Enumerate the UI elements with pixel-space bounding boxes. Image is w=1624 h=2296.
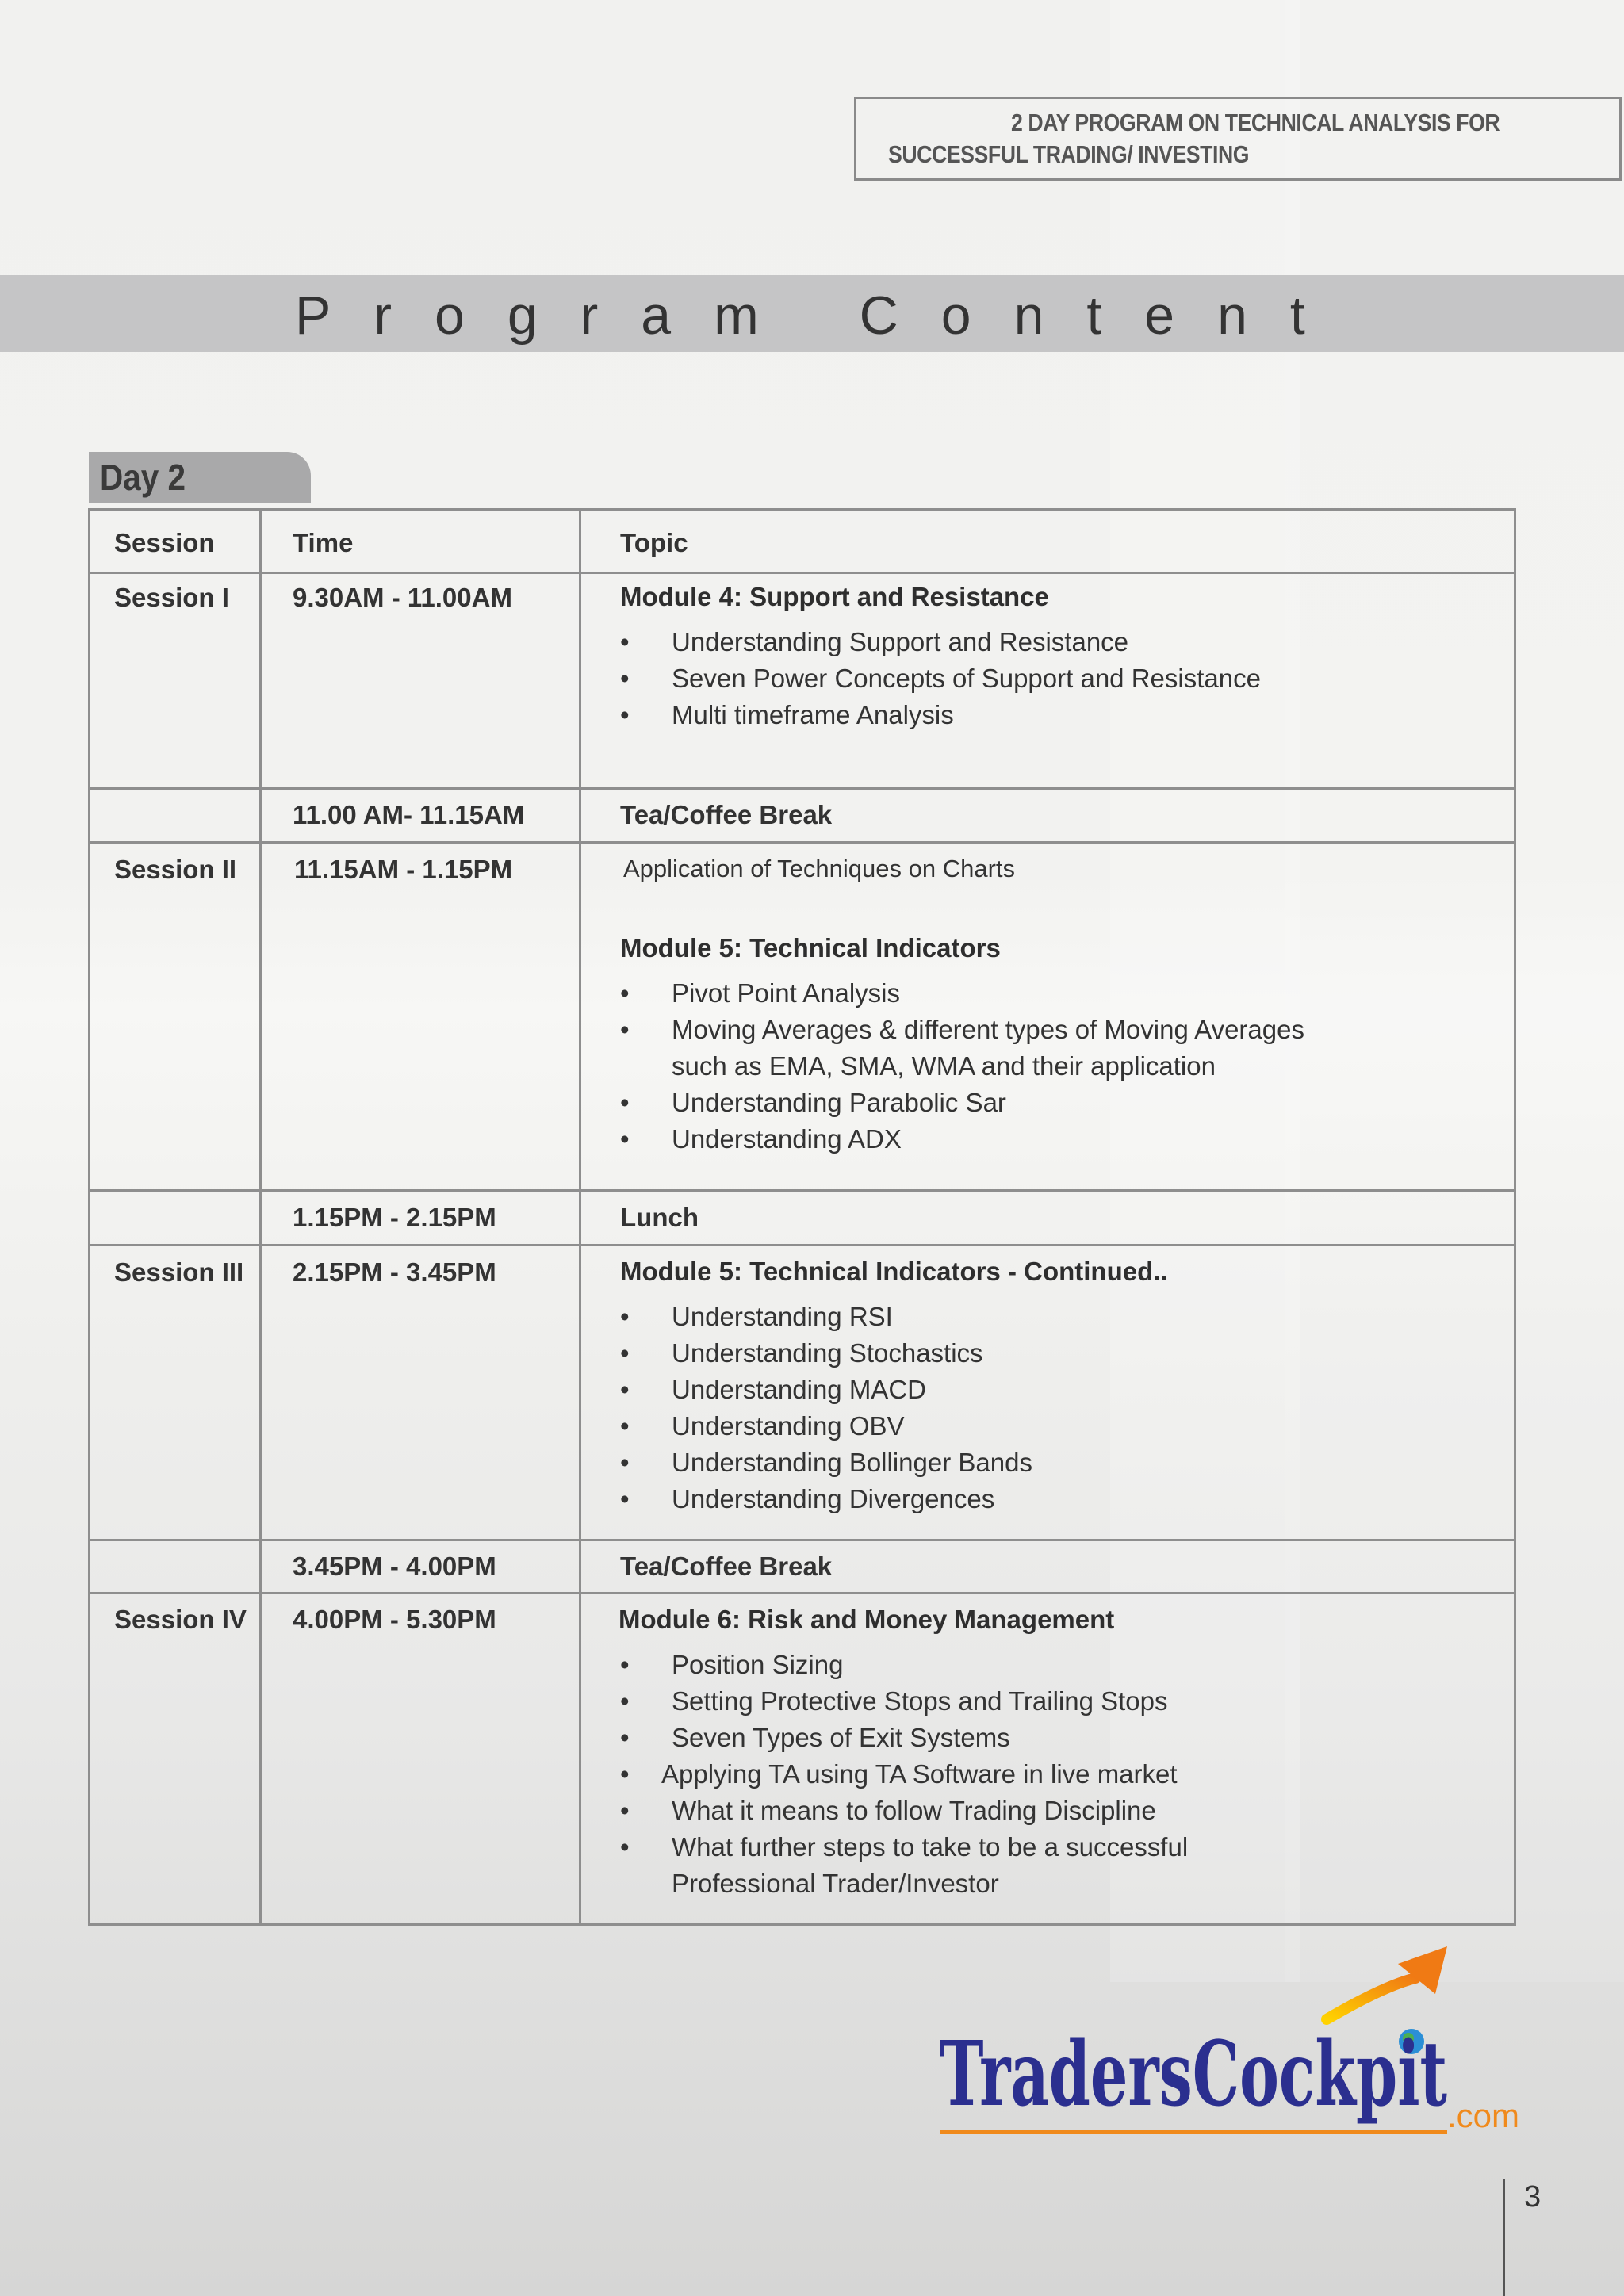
program-title-box [854,97,1622,181]
list-item: • Understanding ADX [620,1124,902,1154]
list-item: • Understanding Divergences [620,1484,995,1513]
list-item: • Understanding Parabolic Sar [620,1088,1006,1117]
module-title: Module 5: Technical Indicators [620,933,1001,962]
table-row [90,1191,1515,1246]
topic-cell: Tea/Coffee Break [620,800,833,829]
list-item: • Understanding MACD [620,1375,926,1404]
table-header-row [90,510,1515,573]
page-number: 3 [1524,2180,1542,2214]
day-tab [89,452,311,503]
list-item: • Moving Averages & different types of Moving Averages such as EMA, SMA, WMA and their application [620,1015,1304,1081]
logo-wordmark: TradersCockpit [940,2022,1448,2126]
module-title: Module 5: Technical Indicators - Continued.. [620,1257,1168,1286]
list-item: • Multi timeframe Analysis [620,700,954,729]
time-cell: 3.45PM - 4.00PM [293,1552,496,1581]
table-row [90,843,1515,1191]
table-row [90,573,1515,789]
list-item: • Seven Power Concepts of Support and Resistance [620,664,1261,693]
time-cell: 11.15AM - 1.15PM [294,855,513,884]
list-item: • Applying TA using TA Software in live market [620,1759,1178,1789]
topic-cell: Tea/Coffee Break [620,1552,833,1581]
table-row [90,1540,1515,1594]
list-item: • What further steps to take to be a successful Professional Trader/Investor [620,1832,1189,1898]
time-cell: 11.00 AM- 11.15AM [293,800,525,829]
list-item: • Understanding Bollinger Bands [620,1448,1032,1477]
list-item: • Understanding RSI [620,1302,893,1331]
logo-graphic [940,1946,1526,2152]
section-banner [0,275,1624,352]
logo-suffix: .com [1447,2097,1520,2134]
list-item: • Understanding Support and Resistance [620,627,1129,656]
table-row [90,789,1515,843]
list-item: • Seven Types of Exit Systems [620,1723,1010,1752]
time-cell: 1.15PM - 2.15PM [293,1203,496,1232]
program-title-line-2: SUCCESSFUL TRADING/ INVESTING [888,140,1250,168]
topic-list [620,1647,1514,1902]
header-topic: Topic [620,528,688,557]
schedule-table [88,508,1516,1926]
list-item: • Position Sizing [620,1650,844,1679]
session-cell: Session III [114,1257,244,1287]
time-cell: 9.30AM - 11.00AM [293,583,512,612]
session-cell: Session II [114,855,237,884]
session-cell: Session IV [114,1605,247,1634]
intro-text: Application of Techniques on Charts [623,855,1016,882]
list-item: • Pivot Point Analysis [620,978,900,1008]
module-title: Module 4: Support and Resistance [620,582,1049,611]
topic-list [620,624,1514,733]
list-item: • Setting Protective Stops and Trailing Stops [620,1686,1168,1716]
session-cell: Session I [114,583,229,612]
list-item: • Understanding OBV [620,1411,905,1441]
table-row [90,1246,1515,1540]
header-session: Session [114,528,215,557]
banner-title: Program Content [295,285,1348,346]
topic-cell: Lunch [620,1203,699,1232]
program-title-line-1: 2 DAY PROGRAM ON TECHNICAL ANALYSIS FOR [1011,109,1500,136]
module-title: Module 6: Risk and Money Management [619,1605,1115,1634]
header-time: Time [293,528,354,557]
page-divider [1503,2179,1505,2296]
time-cell: 2.15PM - 3.45PM [293,1257,496,1287]
list-item: • What it means to follow Trading Discipline [620,1796,1156,1825]
topic-list [620,1299,1514,1517]
topic-list [620,975,1514,1158]
list-item: • Understanding Stochastics [620,1338,983,1368]
table-row [90,1594,1515,1925]
logo-underline [940,2130,1447,2134]
day-label: Day 2 [100,457,186,498]
time-cell: 4.00PM - 5.30PM [293,1605,496,1634]
traderscockpit-logo [940,1946,1526,2152]
